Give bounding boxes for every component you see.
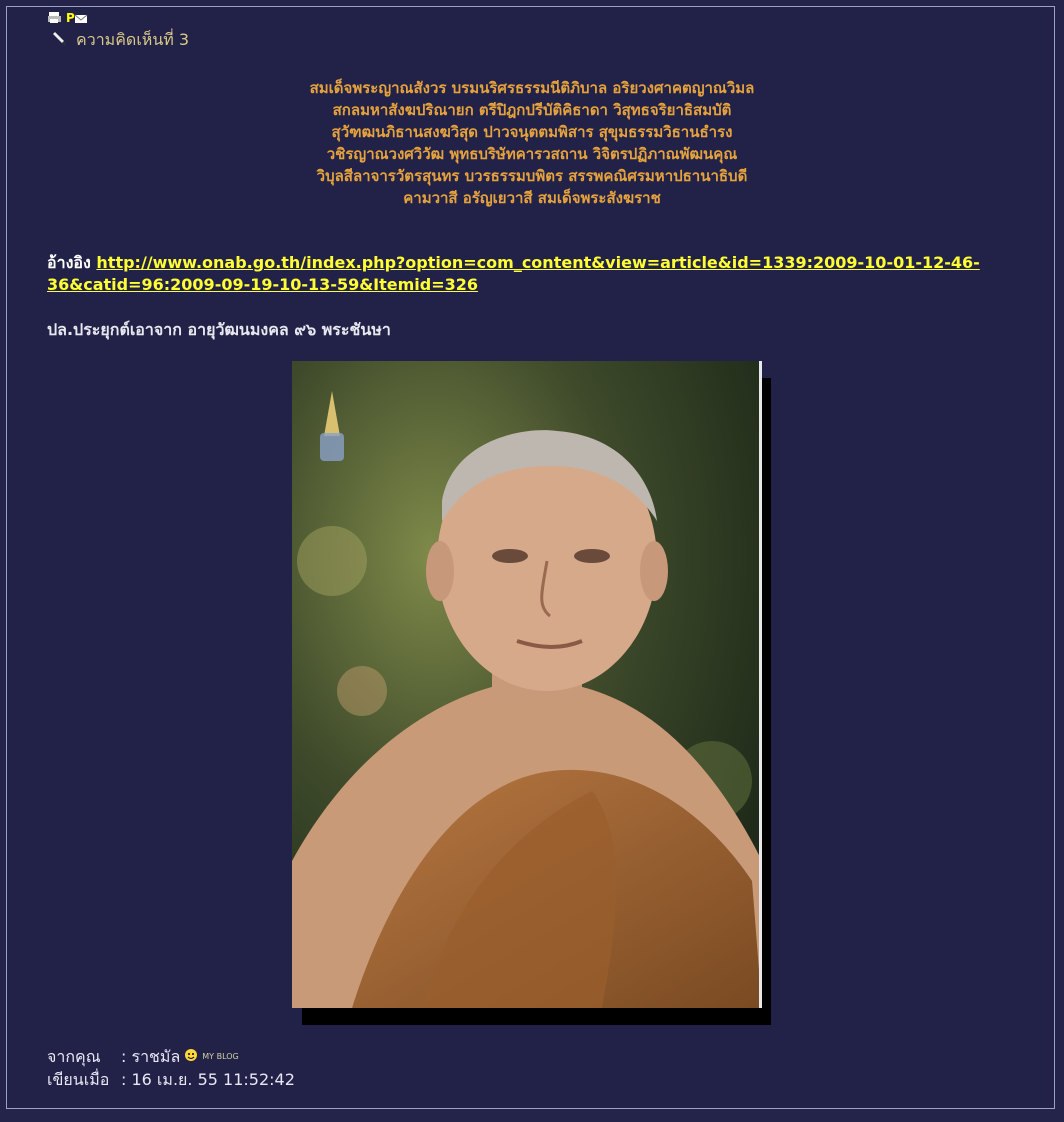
author-name: : ราชมัล — [121, 1047, 181, 1066]
smiley-icon — [184, 1045, 198, 1068]
my-blog-link[interactable]: MY BLOG — [202, 1052, 239, 1061]
poem-line: คามวาสี อรัญเยวาสี สมเด็จพระสังฆราช — [403, 189, 661, 207]
pencil-icon — [52, 30, 68, 52]
comment-header — [52, 28, 189, 53]
from-label: จากคุณ — [47, 1047, 101, 1066]
monk-portrait-photo — [292, 361, 762, 1008]
post-footer — [47, 1045, 295, 1091]
poem-block — [0, 77, 1064, 209]
print-icon[interactable] — [47, 9, 62, 22]
reference — [47, 252, 1027, 296]
poem-line: สมเด็จพระญาณสังวร บรมนริศรธรรมนีติภิบาล อริยวงศาคตญาณวิมล — [309, 79, 755, 97]
poem-line: สกลมหาสังฆปริณายก ตรีปิฎกปรีบัติคิธาดา วิสุทธจริยาธิสมบัติ — [332, 101, 732, 119]
reference-link[interactable]: http://www.onab.go.th/index.php?option=com_content&view=article&id=1339:2009-10-01-12-46-36&catid=96:2009-09-19-10-13-59&Itemid=326 — [47, 253, 980, 294]
post-date: : 16 เม.ย. 55 11:52:42 — [121, 1070, 295, 1089]
mail-icon[interactable] — [66, 9, 88, 22]
date-label: เขียนเมื่อ — [47, 1070, 110, 1089]
svg-text:P: P — [66, 11, 75, 24]
source-note: ปล.ประยุกต์เอาจาก อายุวัฒนมงคล ๙๖ พระชันษา — [47, 320, 391, 339]
reference-label: อ้างอิง — [47, 253, 91, 272]
poem-line: วชิรญาณวงศวิวัฒ พุทธบริษัทคารวสถาน วิจิตรปฏิภาณพัฒนคุณ — [326, 145, 738, 163]
poem-line: สุวัฑฒนภิธานสงฆวิสุด ปาวจนุตตมพิสาร สุขุมธรรมวิธานธำรง — [331, 123, 733, 141]
date-row — [47, 1068, 295, 1091]
comment-title: ความคิดเห็นที่ 3 — [76, 30, 190, 49]
top-icons — [47, 9, 88, 22]
author-row — [47, 1045, 295, 1068]
poem-line: วิบุลสีลาจารวัตรสุนทร บวรธรรมบพิตร สรรพคณิศรมหาปธานาธิบดี — [316, 167, 748, 185]
